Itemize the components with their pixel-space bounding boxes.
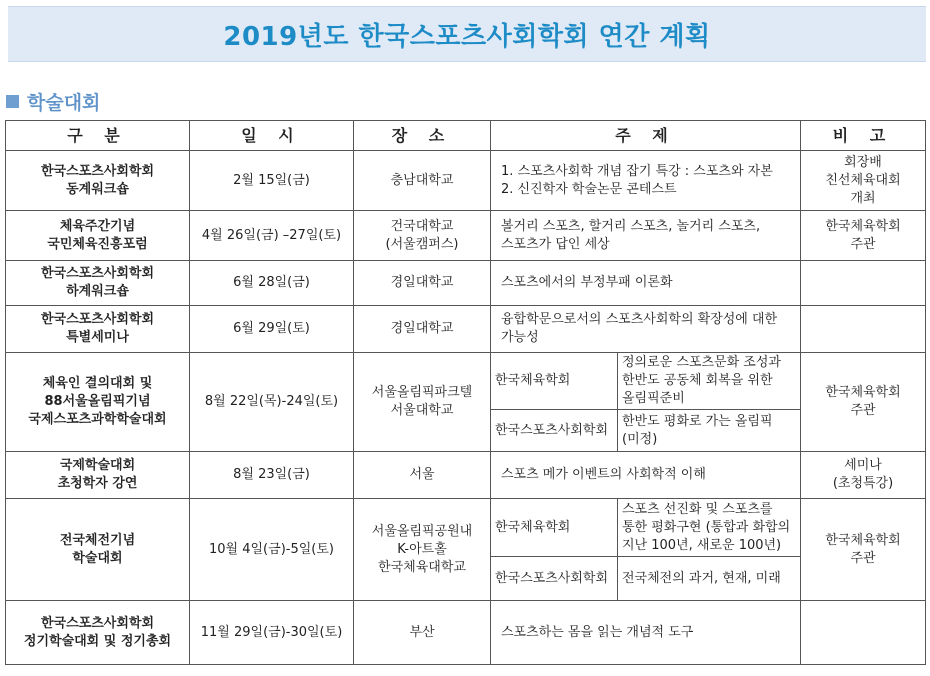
- row-topic: [491, 151, 801, 211]
- row-date: 2월 15일(금): [190, 151, 354, 211]
- row-note: [801, 261, 926, 306]
- sub-topic: 정의로운 스포츠문화 조성과 한반도 공동체 회복을 위한 올림픽준비: [618, 353, 801, 410]
- table-row: [6, 353, 926, 410]
- row-date: 6월 28일(금): [190, 261, 354, 306]
- sub-organizer: 한국체육학회: [491, 499, 618, 557]
- sub-topic: 한반도 평화로 가는 올림픽 (미정): [618, 410, 801, 452]
- row-date: 8월 23일(금): [190, 452, 354, 499]
- header-topic: 주 제: [491, 121, 801, 151]
- header-category: 구 분: [6, 121, 190, 151]
- row-category: 한국스포츠사회학회 특별세미나: [6, 306, 190, 353]
- row-date: 10월 4일(금)-5일(토): [190, 499, 354, 601]
- row-date: 6월 29일(토): [190, 306, 354, 353]
- header-date: 일 시: [190, 121, 354, 151]
- topic-line: 2. 신진학자 학술논문 콘테스트: [501, 181, 677, 197]
- sub-topic: 스포츠 선진화 및 스포츠를 통한 평화구현 (통합과 화합의 지난 100년, 새로운 100년): [618, 499, 801, 557]
- row-topic: 볼거리 스포츠, 할거리 스포츠, 놀거리 스포츠, 스포츠가 답인 세상: [491, 211, 801, 261]
- row-category: 한국스포츠사회학회 정기학술대회 및 정기총회: [6, 601, 190, 665]
- row-category: 국제학술대회 초청학자 강연: [6, 452, 190, 499]
- row-place: 서울올림픽공원내 K-아트홀 한국체육대학교: [354, 499, 491, 601]
- table-row: [6, 499, 926, 557]
- square-bullet-icon: [6, 95, 19, 108]
- row-place: 서울올림픽파크텔 서울대학교: [354, 353, 491, 452]
- topic-line: 1. 스포츠사회학 개념 잡기 특강 : 스포츠와 자본: [501, 163, 773, 179]
- row-category: 체육주간기념 국민체육진흥포럼: [6, 211, 190, 261]
- table-row: [6, 261, 926, 306]
- row-place: 건국대학교 (서울캠퍼스): [354, 211, 491, 261]
- row-category: 체육인 결의대회 및 88서울올림픽기념 국제스포츠과학학술대회: [6, 353, 190, 452]
- header-note: 비 고: [801, 121, 926, 151]
- row-note: 한국체육학회 주관: [801, 499, 926, 601]
- row-note: 세미나 (초청특강): [801, 452, 926, 499]
- table-row: [6, 306, 926, 353]
- row-date: 11월 29일(금)-30일(토): [190, 601, 354, 665]
- row-place: 경일대학교: [354, 261, 491, 306]
- row-place: 충남대학교: [354, 151, 491, 211]
- row-place: 부산: [354, 601, 491, 665]
- title-banner: [8, 6, 926, 62]
- table-row: [6, 151, 926, 211]
- table-row: [6, 601, 926, 665]
- section-heading: [6, 88, 100, 114]
- row-note: [801, 306, 926, 353]
- row-place: 경일대학교: [354, 306, 491, 353]
- row-topic: 스포츠에서의 부정부패 이론화: [491, 261, 801, 306]
- sub-organizer: 한국스포츠사회학회: [491, 410, 618, 452]
- row-date: 4월 26일(금) –27일(토): [190, 211, 354, 261]
- sub-topic: 전국체전의 과거, 현재, 미래: [618, 557, 801, 601]
- schedule-table: [5, 120, 926, 665]
- row-note: [801, 601, 926, 665]
- row-topic: 스포츠 메가 이벤트의 사회학적 이해: [491, 452, 801, 499]
- section-title: 학술대회: [27, 91, 101, 114]
- row-category: 전국체전기념 학술대회: [6, 499, 190, 601]
- sub-organizer: 한국체육학회: [491, 353, 618, 410]
- row-category: 한국스포츠사회학회 하계워크숍: [6, 261, 190, 306]
- row-note: 한국체육학회 주관: [801, 353, 926, 452]
- row-note: 한국체육학회 주관: [801, 211, 926, 261]
- table-row: [6, 452, 926, 499]
- header-place: 장 소: [354, 121, 491, 151]
- row-place: 서울: [354, 452, 491, 499]
- table-row: [6, 211, 926, 261]
- row-note: 회장배 친선체육대회 개최: [801, 151, 926, 211]
- row-date: 8월 22일(목)-24일(토): [190, 353, 354, 452]
- row-category: 한국스포츠사회학회 동계워크숍: [6, 151, 190, 211]
- page-title: 2019년도 한국스포츠사회학회 연간 계획: [223, 21, 711, 52]
- row-topic: 스포츠하는 몸을 읽는 개념적 도구: [491, 601, 801, 665]
- sub-organizer: 한국스포츠사회학회: [491, 557, 618, 601]
- table-header-row: [6, 121, 926, 151]
- row-topic: 융합학문으로서의 스포츠사회학의 확장성에 대한 가능성: [491, 306, 801, 353]
